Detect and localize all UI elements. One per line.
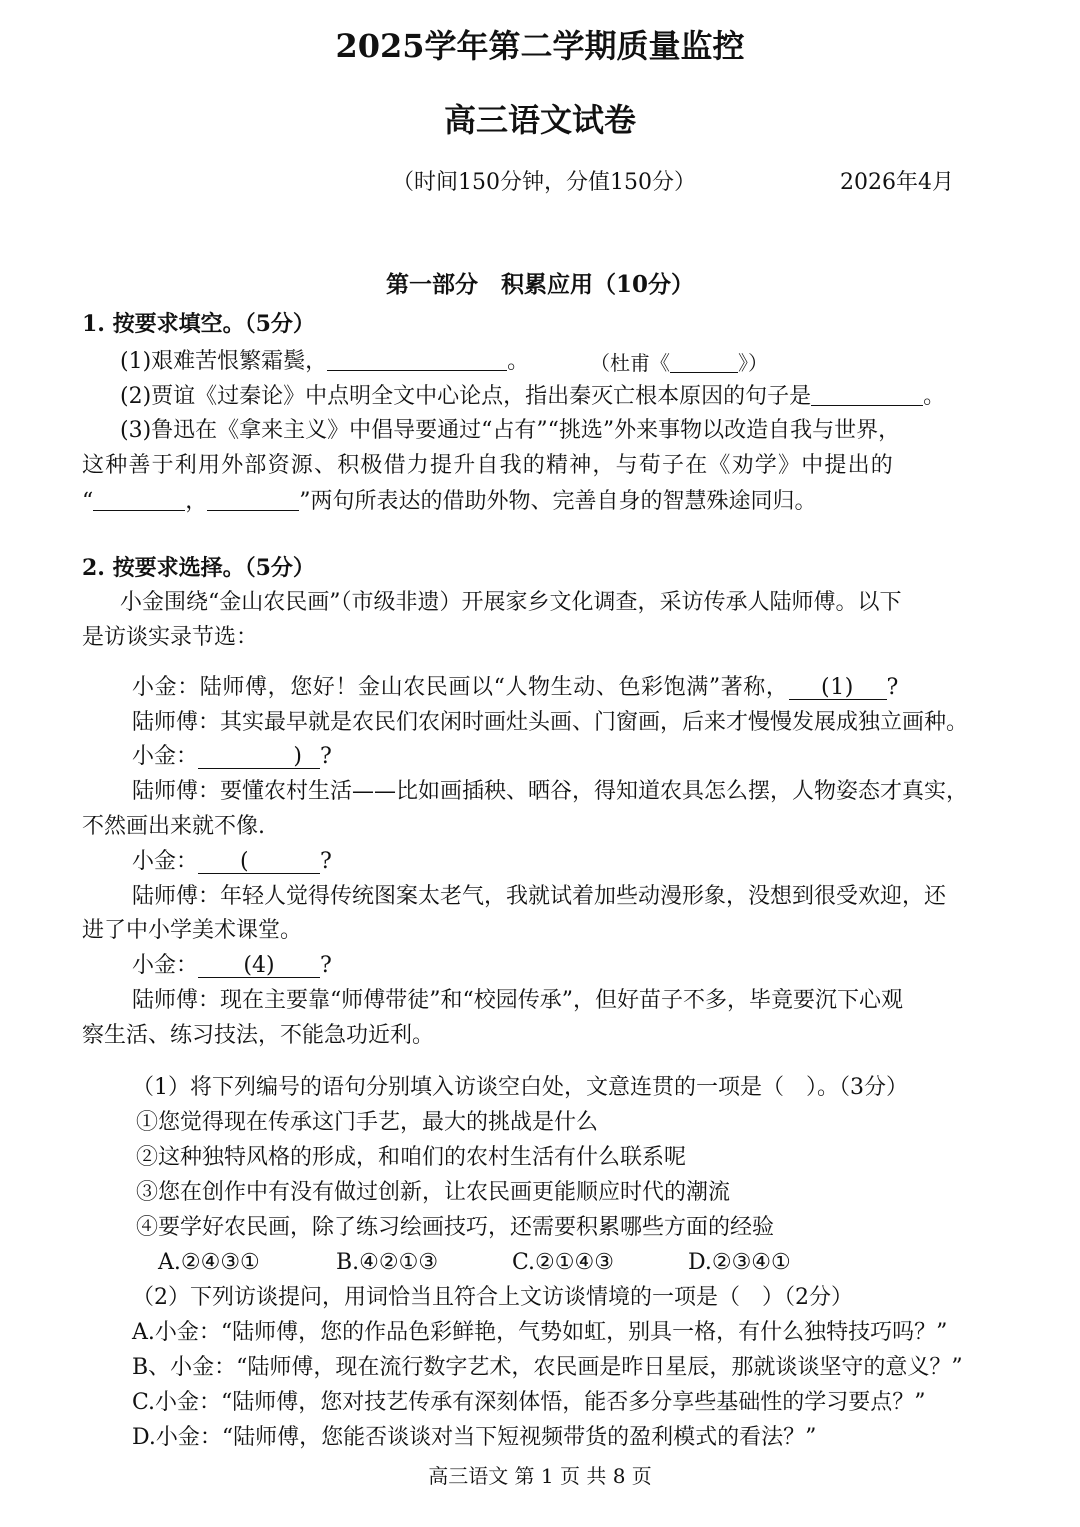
q1-item2-blank[interactable]: [811, 385, 923, 406]
choice-b[interactable]: B、小金：“陆师傅，现在流行数字艺术，农民画是昨日星辰，那就谈谈坚守的意义？”: [132, 1355, 963, 1380]
subq1-stem: （1）将下列编号的语句分别填入访谈空白处，文意连贯的一项是（ ）。（3分）: [132, 1075, 908, 1100]
dialogue-line-2: 陆师傅：其实最早就是农民们农闲时画灶头画、门窗画，后来才慢慢发展成独立画种。: [132, 710, 969, 735]
q1-item1-source: [590, 352, 768, 373]
dialogue-line-8b: 察生活、练习技法，不能急功近利。: [82, 1023, 435, 1048]
page-footer: 高三语文 第 1 页 共 8 页: [428, 1464, 652, 1488]
option-d[interactable]: D.②③④①: [688, 1250, 791, 1275]
dialogue-5-qmark: ?: [320, 849, 332, 874]
q1-stem: 1. 按要求填空。（5分）: [82, 311, 315, 337]
dialogue-blank-2[interactable]: ): [198, 746, 320, 769]
q1-item3-comma: ，: [185, 489, 208, 514]
option-b[interactable]: B.④②①③: [336, 1250, 439, 1275]
dialogue-line-4a: 陆师傅：要懂农村生活——比如画插秧、晒谷，得知道农具怎么摆，人物姿态才真实，: [132, 779, 969, 804]
sentence-3: ③您在创作中有没有做过创新，让农民画更能顺应时代的潮流: [136, 1180, 731, 1205]
dialogue-line-8a: 陆师傅：现在主要靠“师傅带徒”和“校园传承”，但好苗子不多，毕竟要沉下心观: [132, 988, 903, 1013]
exam-date: 2026年4月: [840, 170, 954, 195]
q1-item3-line3: [82, 490, 817, 513]
option-a[interactable]: A.②④③①: [158, 1250, 260, 1275]
q1-item1-end: 。: [507, 349, 530, 374]
dialogue-1-qmark: ?: [886, 675, 899, 700]
q1-item2-text: (2)贾谊《过秦论》中点明全文中心论点，指出秦灭亡根本原因的句子是: [120, 384, 812, 409]
dialogue-line-4b: 不然画出来就不像.: [82, 814, 265, 839]
dialogue-7-text: 小金：: [132, 953, 199, 978]
q1-item2-end: 。: [923, 384, 946, 409]
q1-source-close: 》）: [738, 351, 768, 375]
dialogue-line-3: [132, 746, 332, 769]
choice-a[interactable]: A.小金：“陆师傅，您的作品色彩鲜艳，气势如虹，别具一格，有什么独特技巧吗？”: [132, 1320, 948, 1345]
dialogue-line-6b: 进了中小学美术课堂。: [82, 918, 303, 943]
exam-title: 2025学年第二学期质量监控: [335, 27, 745, 65]
q1-item3-tail: ”两句所表达的借助外物、完善自身的智慧殊途同归。: [299, 489, 817, 514]
dialogue-line-6a: 陆师傅：年轻人觉得传统图案太老气，我就试着加些动漫形象，没想到很受欢迎，还: [132, 884, 947, 909]
q1-item1-text: (1)艰难苦恨繁霜鬓，: [120, 349, 328, 374]
sentence-2: ②这种独特风格的形成，和咱们的农村生活有什么联系呢: [136, 1145, 687, 1170]
choice-d[interactable]: D.小金：“陆师傅，您能否谈谈对当下短视频带货的盈利模式的看法？”: [132, 1425, 817, 1450]
q2-intro-line1: 小金围绕“金山农民画”（市级非遗）开展家乡文化调查，采访传承人陆师傅。以下: [120, 590, 902, 615]
q2-stem: 2. 按要求选择。（5分）: [82, 555, 315, 581]
dialogue-line-5: [132, 851, 332, 874]
dialogue-7-qmark: ?: [320, 953, 332, 978]
section-heading: 第一部分 积累应用（10分）: [385, 271, 694, 298]
q1-source-blank[interactable]: [670, 352, 738, 373]
dialogue-5-text: 小金：: [132, 849, 199, 874]
subq2-stem: （2）下列访谈提问，用词恰当且符合上文访谈情境的一项是（ ）（2分）: [132, 1285, 853, 1310]
dialogue-line-7: [132, 955, 332, 978]
dialogue-line-1: [132, 677, 899, 700]
q1-item3-line1: (3)鲁迅在《拿来主义》中倡导要通过“占有”“挑选”外来事物以改造自我与世界，: [120, 418, 901, 443]
dialogue-3-qmark: ?: [320, 744, 332, 769]
q1-item3-blank-2[interactable]: [207, 490, 299, 511]
q1-item3-line2: 这种善于利用外部资源、积极借力提升自我的精神，与荀子在《劝学》中提出的: [82, 453, 895, 478]
q1-item3-blank-1[interactable]: [93, 490, 185, 511]
q1-item1: [120, 350, 529, 373]
q1-item2: [120, 385, 945, 408]
dialogue-blank-1[interactable]: (1): [789, 677, 887, 700]
dialogue-blank-3[interactable]: (: [198, 851, 320, 874]
q1-item1-blank[interactable]: [327, 350, 507, 371]
q1-item3-quote-open: “: [82, 489, 94, 514]
option-c[interactable]: C.②①④③: [512, 1250, 614, 1275]
exam-subtitle: 高三语文试卷: [443, 101, 636, 139]
dialogue-3-text: 小金：: [132, 744, 199, 769]
exam-info: （时间150分钟，分值150分）: [392, 170, 696, 195]
dialogue-1-text: 小金：陆师傅，您好！金山农民画以“人物生动、色彩饱满”著称，: [132, 675, 789, 700]
dialogue-blank-4[interactable]: (4): [198, 955, 320, 978]
q2-intro-line2: 是访谈实录节选：: [82, 625, 259, 650]
choice-c[interactable]: C.小金：“陆师傅，您对技艺传承有深刻体悟，能否多分享些基础性的学习要点？”: [132, 1390, 926, 1415]
sentence-4: ④要学好农民画，除了练习绘画技巧，还需要积累哪些方面的经验: [136, 1215, 775, 1240]
q1-source-open: （杜甫《: [590, 351, 670, 375]
sentence-1: ①您觉得现在传承这门手艺，最大的挑战是什么: [136, 1110, 599, 1135]
